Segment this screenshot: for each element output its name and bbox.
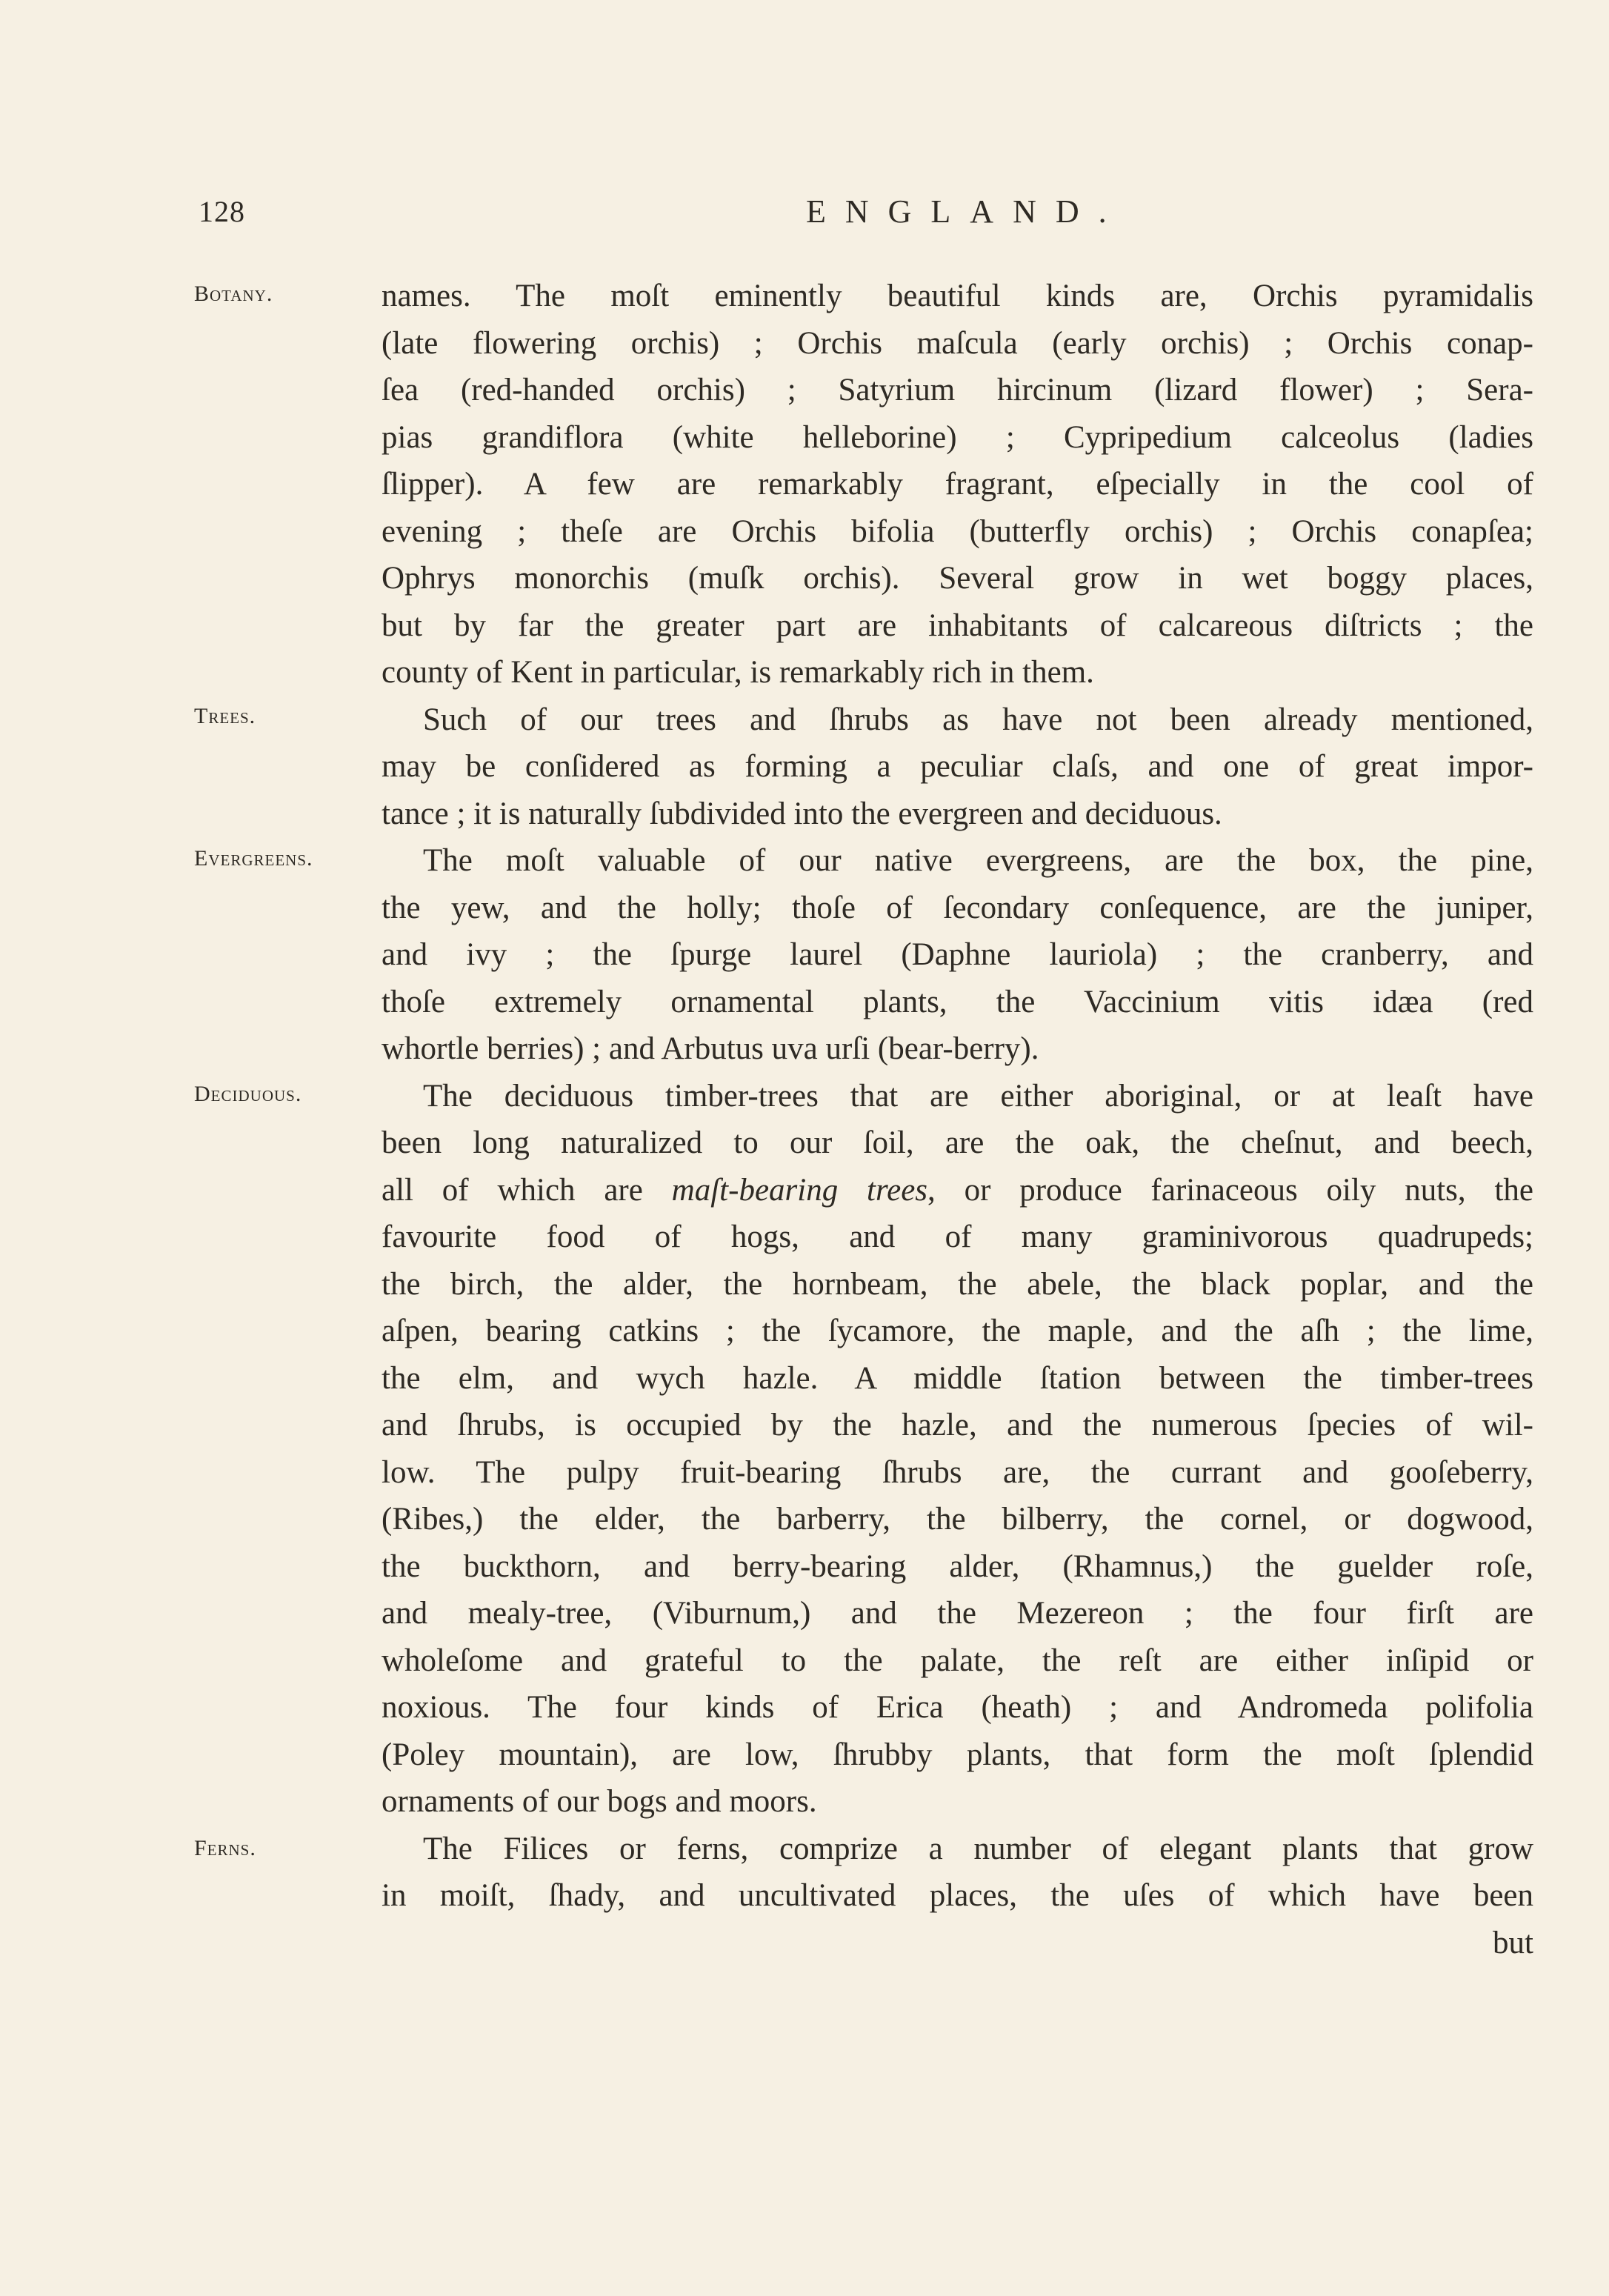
text-line: but by far the greater part are inhabitants of calcareous diſtricts ; the <box>382 608 1533 643</box>
text-line: The moſt valuable of our native evergreens, are the box, the pine, <box>423 843 1533 878</box>
margin-note-trees: Trees. <box>194 704 256 728</box>
text-line: (Ribes,) the elder, the barberry, the bilberry, the cornel, or dogwood, <box>382 1502 1533 1537</box>
text-line: and ivy ; the ſpurge laurel (Daphne lauriola) ; the cranberry, and <box>382 937 1533 972</box>
text-segment: , or produce farinaceous oily nuts, the <box>927 1172 1534 1208</box>
body-text <box>382 273 1533 1966</box>
text-line: whortle berries) ; and Arbutus uva urſi (bear-berry). <box>382 1031 1039 1066</box>
text-line: noxious. The four kinds of Erica (heath) ; and Andromeda polifolia <box>382 1690 1533 1725</box>
text-line: favourite food of hogs, and of many graminivorous quadrupeds; <box>382 1219 1533 1254</box>
margin-note-botany: Botany. <box>194 282 273 306</box>
text-line: (late flowering orchis) ; Orchis maſcula (early orchis) ; Orchis conap- <box>382 325 1533 361</box>
running-title: ENGLAND. <box>806 193 1126 230</box>
text-segment: all of which are <box>382 1172 643 1208</box>
text-line: ſea (red-handed orchis) ; Satyrium hircinum (lizard flower) ; Sera- <box>382 373 1533 407</box>
text-line: been long naturalized to our ſoil, are the oak, the cheſnut, and beech, <box>382 1125 1533 1160</box>
text-line: ſlipper). A few are remarkably fragrant, eſpecially in the cool of <box>382 467 1533 502</box>
text-line: evening ; theſe are Orchis bifolia (butterfly orchis) ; Orchis conapſea; <box>382 513 1533 549</box>
text-line <box>382 1167 1533 1214</box>
page-number: 128 <box>199 195 245 228</box>
text-line: the elm, and wych hazle. A middle ſtation between the timber-trees <box>382 1360 1533 1396</box>
text-line: wholeſome and grateful to the palate, the reſt are either inſipid or <box>382 1643 1533 1678</box>
text-line: thoſe extremely ornamental plants, the Vaccinium vitis idæa (red <box>382 984 1533 1019</box>
text-line: The deciduous timber-trees that are either aboriginal, or at leaſt have <box>423 1078 1533 1114</box>
text-line: the yew, and the holly; thoſe of ſecondary conſequence, are the juniper, <box>382 890 1533 925</box>
catchword: but <box>1493 1925 1533 1960</box>
text-line: and ſhrubs, is occupied by the hazle, and the numerous ſpecies of wil- <box>382 1408 1533 1443</box>
margin-note-evergreens: Evergreens. <box>194 846 313 871</box>
margin-note-deciduous: Deciduous. <box>194 1082 302 1106</box>
text-line: pias grandiflora (white helleborine) ; Cypripedium calceolus (ladies <box>382 419 1533 455</box>
text-line: Ophrys monorchis (muſk orchis). Several grow in wet boggy places, <box>382 561 1533 596</box>
text-line: aſpen, bearing catkins ; the ſycamore, the maple, and the aſh ; the lime, <box>382 1314 1533 1348</box>
text-line: tance ; it is naturally ſubdivided into the evergreen and deciduous. <box>382 796 1222 831</box>
text-line: (Poley mountain), are low, ſhrubby plants, that form the moſt ſplendid <box>382 1737 1533 1772</box>
text-line: county of Kent in particular, is remarkably rich in them. <box>382 655 1094 690</box>
text-line: and mealy-tree, (Viburnum,) and the Mezereon ; the four firſt are <box>382 1596 1533 1631</box>
text-line: The Filices or ferns, comprize a number of elegant plants that grow <box>423 1831 1533 1866</box>
margin-note-ferns: Ferns. <box>194 1836 256 1860</box>
text-line: in moiſt, ſhady, and uncultivated places, the uſes of which have been <box>382 1878 1533 1913</box>
text-line: Such of our trees and ſhrubs as have not been already mentioned, <box>423 702 1533 737</box>
text-line: ornaments of our bogs and moors. <box>382 1784 817 1819</box>
text-line: low. The pulpy fruit-bearing ſhrubs are, the currant and gooſeberry, <box>382 1454 1533 1490</box>
text-line: the birch, the alder, the hornbeam, the abele, the black poplar, and the <box>382 1266 1533 1302</box>
text-line: names. The moſt eminently beautiful kinds are, Orchis pyramidalis <box>382 279 1533 313</box>
text-line: the buckthorn, and berry-bearing alder, (Rhamnus,) the guelder roſe, <box>382 1548 1533 1584</box>
text-line: may be conſidered as forming a peculiar claſs, and one of great impor- <box>382 749 1533 784</box>
italic-term: maſt-bearing trees <box>671 1172 928 1208</box>
